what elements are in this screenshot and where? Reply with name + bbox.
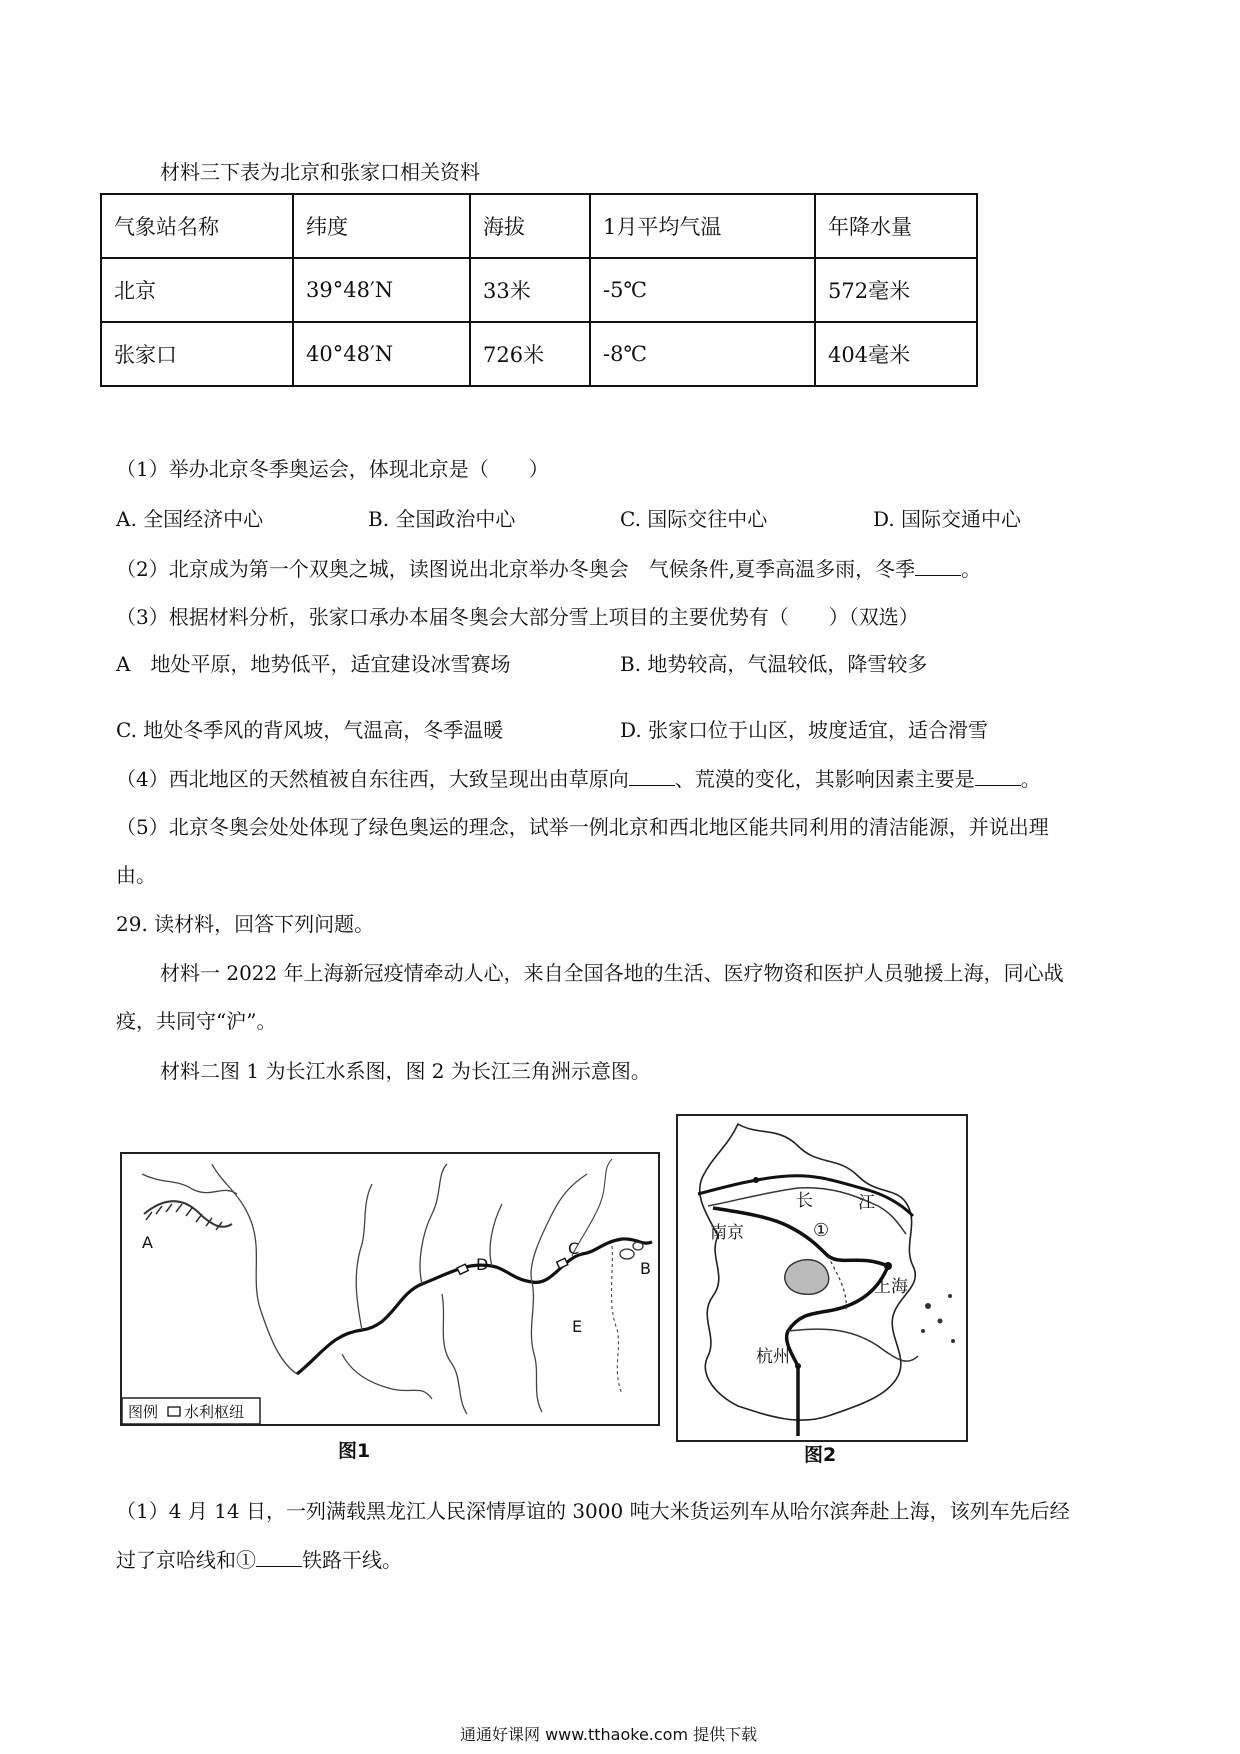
table-cell: 726米: [470, 322, 590, 386]
q4-text-mid: 、荒漠的变化，其影响因素主要是: [674, 767, 975, 791]
q2-end: 。: [961, 557, 982, 581]
question-5-line2: 由。: [116, 863, 156, 887]
q3-option-d: D. 张家口位于山区，坡度适宜，适合滑雪: [620, 718, 989, 742]
header-latitude: 纬度: [293, 194, 470, 258]
dam-marker: [557, 1258, 568, 1268]
header-altitude: 海拔: [470, 194, 590, 258]
q1-option-b: B. 全国政治中心: [368, 507, 516, 531]
table-cell: 张家口: [101, 322, 293, 386]
question-3: （3）根据材料分析，张家口承办本届冬奥会大部分雪上项目的主要优势有（ ）（双选）: [116, 605, 919, 629]
map-label-shanghai: 上海: [874, 1277, 908, 1297]
q3-option-a: A 地处平原，地势低平，适宜建设冰雪赛场: [116, 652, 511, 676]
question-4: [116, 763, 1041, 792]
q1-option-d: D. 国际交通中心: [873, 507, 1022, 531]
answer-blank[interactable]: [256, 1548, 302, 1567]
figure-2-caption: 图2: [804, 1444, 837, 1466]
table-header-row: [101, 194, 977, 258]
q3-option-b: B. 地势较高，气温较低，降雪较多: [620, 652, 928, 676]
answer-blank[interactable]: [629, 767, 675, 786]
q3-option-c: C. 地处冬季风的背风坡，气温高，冬季温暖: [116, 718, 504, 742]
climate-table: [100, 193, 978, 387]
material3-intro: 材料三下表为北京和张家口相关资料: [160, 160, 480, 184]
header-station: 气象站名称: [101, 194, 293, 258]
q2-text: （2）北京成为第一个双奥之城，读图说出北京举办冬奥会 气候条件,夏季高温多雨，冬季: [116, 557, 916, 581]
map-label-nanjing: 南京: [710, 1223, 744, 1243]
q1-option-c: C. 国际交往中心: [620, 507, 768, 531]
table-cell: 33米: [470, 258, 590, 322]
q1-option-a: A. 全国经济中心: [116, 507, 264, 531]
table-cell: 39°48′N: [293, 258, 470, 322]
question-1: （1）举办北京冬季奥运会，体现北京是（ ）: [116, 457, 549, 481]
yangtze-river-map: [122, 1154, 658, 1424]
page-footer: 通通好课网 www.tthaoke.com 提供下载: [460, 1725, 758, 1744]
map-label-chang: 长: [796, 1191, 813, 1211]
figure-2-map: [676, 1114, 968, 1442]
map-label-hangzhou: 杭州: [756, 1347, 790, 1367]
material1-line1: 材料一 2022 年上海新冠疫情牵动人心，来自全国各地的生活、医疗物资和医护人员驰援上海，同心战: [160, 961, 1064, 985]
q4-text: （4）西北地区的天然植被自东往西，大致呈现出由草原向: [116, 767, 629, 791]
taihu-lake: [785, 1260, 829, 1295]
dam-legend-icon: [168, 1407, 180, 1416]
table-cell: 40°48′N: [293, 322, 470, 386]
dam-marker: [457, 1264, 468, 1274]
question-29-1-line1: （1）4 月 14 日，一列满载黑龙江人民深情厚谊的 3000 吨大米货运列车从哈尔滨奔赴上海，该列车先后经: [116, 1499, 1070, 1523]
header-precip: 年降水量: [815, 194, 977, 258]
table-cell: 北京: [101, 258, 293, 322]
question-29-1-line2: [116, 1544, 402, 1573]
answer-blank[interactable]: [975, 767, 1021, 786]
legend-item: 水利枢纽: [184, 1403, 245, 1421]
map-label-c: C: [568, 1239, 580, 1258]
header-jan-temp: 1月平均气温: [590, 194, 815, 258]
question-29-title: 29. 读材料，回答下列问题。: [116, 912, 375, 936]
map-label-d: D: [476, 1255, 489, 1274]
map-label-b: B: [640, 1259, 651, 1278]
table-cell: -5℃: [590, 258, 815, 322]
q4-end: 。: [1020, 767, 1041, 791]
table-cell: -8℃: [590, 322, 815, 386]
map-label-e: E: [572, 1317, 583, 1336]
material2: 材料二图 1 为长江水系图，图 2 为长江三角洲示意图。: [160, 1059, 651, 1083]
material1-line2: 疫，共同守“沪”。: [116, 1009, 277, 1033]
legend-title: 图例: [128, 1403, 159, 1421]
question-2: [116, 553, 981, 582]
table-cell: 404毫米: [815, 322, 977, 386]
question-5-line1: （5）北京冬奥会处处体现了绿色奥运的理念，试举一例北京和西北地区能共同利用的清洁能源，并说出理: [116, 815, 1049, 839]
answer-blank[interactable]: [915, 557, 961, 576]
figure-1-caption: 图1: [338, 1440, 371, 1462]
map-label-jiang: 江: [858, 1193, 875, 1213]
map-label-a: A: [142, 1233, 153, 1252]
figure-1-map: [120, 1152, 660, 1426]
table-row: [101, 322, 977, 386]
table-row: [101, 258, 977, 322]
q29-1-text: 过了京哈线和①: [116, 1548, 256, 1572]
q29-1-end: 铁路干线。: [302, 1548, 402, 1572]
yangtze-delta-map: [678, 1116, 966, 1440]
table-cell: 572毫米: [815, 258, 977, 322]
map-label-circle1: ①: [813, 1220, 830, 1241]
